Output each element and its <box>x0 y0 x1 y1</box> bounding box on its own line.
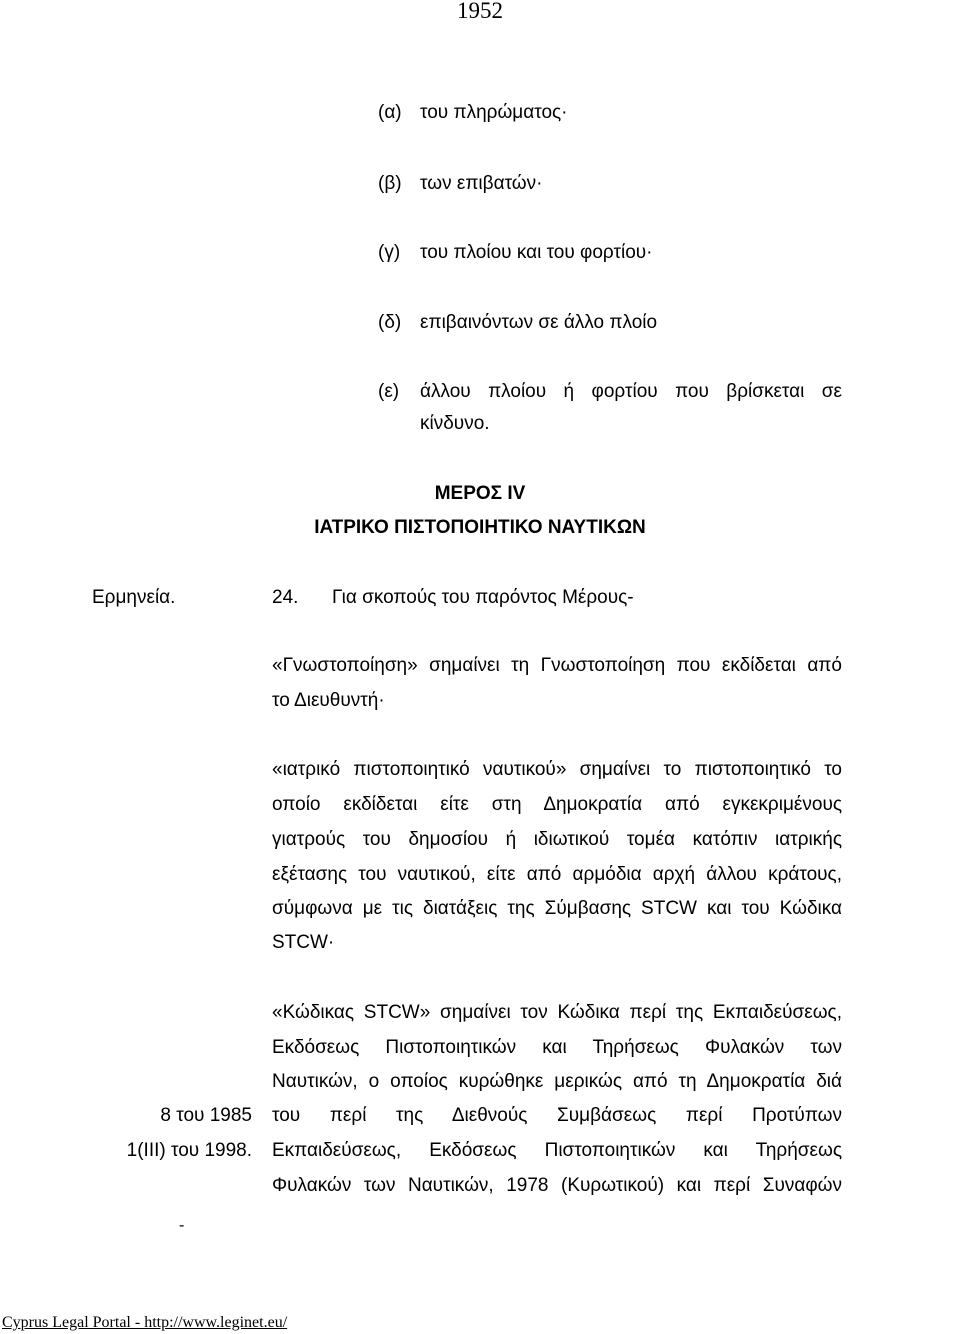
definition-2-line-4: εξέτασης του ναυτικού, είτε από αρμόδια αρχή άλλου κράτους, <box>272 864 842 885</box>
part-heading: ΜΕΡΟΣ IV <box>434 483 526 504</box>
definition-2-line-5: σύμφωνα με τις διατάξεις της Σύμβασης STCW και του Κώδικα <box>272 898 842 919</box>
marginal-note-1: 8 του 1985 <box>160 1105 252 1126</box>
definition-1-line-1: «Γνωστοποίηση» σημαίνει τη Γνωστοποίηση που εκδίδεται από <box>272 655 842 676</box>
marginal-note-2: 1(ΙΙΙ) του 1998. <box>126 1140 252 1161</box>
definition-3-line-3: Ναυτικών, ο οποίος κυρώθηκε μερικώς από τη Δημοκρατία διά <box>272 1071 842 1092</box>
definition-1-line-2: το Διευθυντή· <box>272 690 385 711</box>
footer-link[interactable]: Cyprus Legal Portal - http://www.leginet.eu/ <box>2 1314 288 1331</box>
page-number: 1952 <box>457 0 503 23</box>
item-text-b: των επιβατών· <box>420 173 543 194</box>
item-label-c: (γ) <box>378 242 401 263</box>
part-subheading: ΙΑΤΡΙΚΟ ΠΙΣΤΟΠΟΙΗΤΙΚΟ ΝΑΥΤΙΚΩΝ <box>314 517 646 538</box>
definition-3-line-1: «Κώδικας STCW» σημαίνει τον Κώδικα περί της Εκπαιδεύσεως, <box>272 1002 842 1023</box>
definition-2-line-3: γιατρούς του δημοσίου ή ιδιωτικού τομέα κατόπιν ιατρικής <box>272 829 842 850</box>
side-heading: Ερμηνεία. <box>92 587 176 608</box>
item-label-d: (δ) <box>378 312 402 333</box>
definition-2-line-2: οποίο εκδίδεται είτε στη Δημοκρατία από εγκεκριμένους <box>272 794 842 815</box>
definition-2-line-1: «ιατρικό πιστοποιητικό ναυτικού» σημαίνει το πιστοποιητικό το <box>272 759 842 780</box>
section-intro: Για σκοπούς του παρόντος Μέρους- <box>332 587 634 608</box>
item-label-b: (β) <box>378 173 402 194</box>
definition-3-line-4: του περί της Διεθνούς Συμβάσεως περί Προτύπων <box>272 1105 842 1126</box>
dash-mark: - <box>179 1217 185 1234</box>
item-text-c: του πλοίου και του φορτίου· <box>420 242 653 263</box>
definition-3-line-5: Εκπαιδεύσεως, Εκδόσεως Πιστοποιητικών και Τηρήσεως <box>272 1140 842 1161</box>
item-label-a: (α) <box>378 102 402 123</box>
definition-3-line-6: Φυλακών των Ναυτικών, 1978 (Κυρωτικού) και περί Συναφών <box>272 1175 842 1196</box>
item-text-a: του πληρώματος· <box>420 102 568 123</box>
item-text-e-line2: κίνδυνο. <box>420 413 490 434</box>
item-label-e: (ε) <box>378 381 400 402</box>
item-text-e-line1: άλλου πλοίου ή φορτίου που βρίσκεται σε <box>420 381 842 402</box>
item-text-d: επιβαινόντων σε άλλο πλοίο <box>420 312 658 333</box>
section-number: 24. <box>272 587 299 608</box>
definition-2-line-6: STCW· <box>272 932 335 953</box>
definition-3-line-2: Εκδόσεως Πιστοποιητικών και Τηρήσεως Φυλακών των <box>272 1037 842 1058</box>
